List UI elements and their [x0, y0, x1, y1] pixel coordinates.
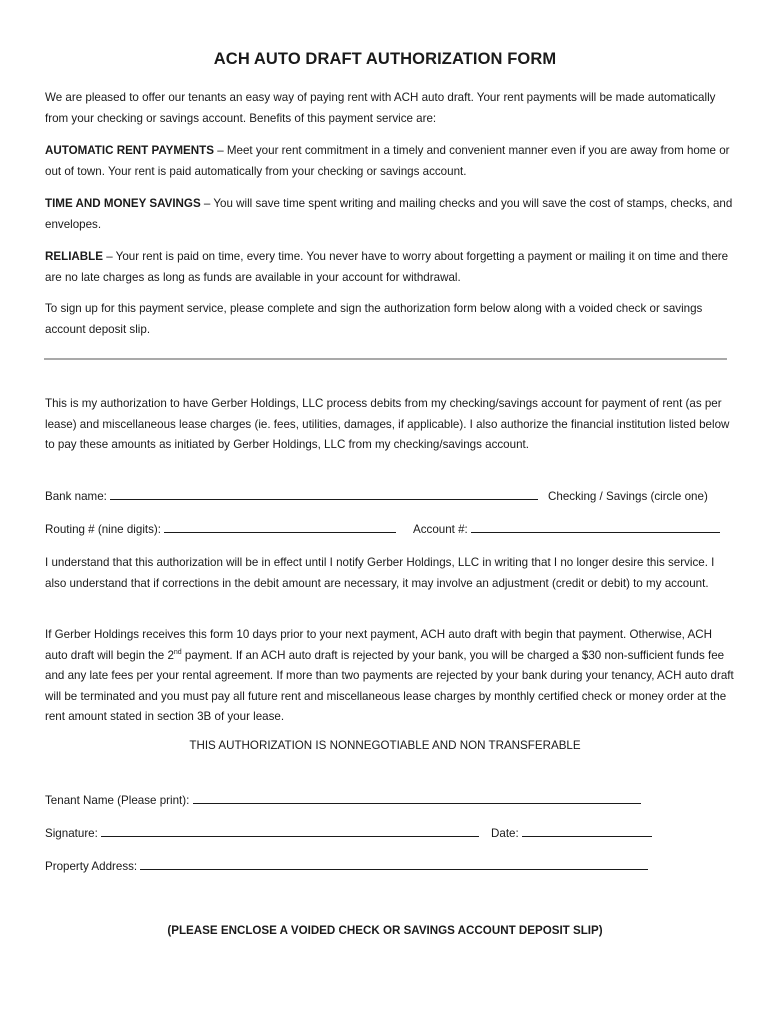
- bank-name-label: Bank name:: [45, 490, 107, 503]
- ordinal-suffix: nd: [173, 648, 182, 656]
- enclose-notice: (PLEASE ENCLOSE A VOIDED CHECK OR SAVINGS ACCOUNT DEPOSIT SLIP): [167, 924, 603, 937]
- signature-field[interactable]: [101, 826, 479, 837]
- benefit-heading: RELIABLE: [45, 250, 103, 263]
- property-address-row: [45, 857, 648, 877]
- authorization-paragraph: This is my authorization to have Gerber Holdings, LLC process debits from my checking/savings account for payment of rent (as per lease) and miscellaneous lease charges (ie. fees, utilities, damages, if applicable). I also authorize the financial institution listed below to pay these amounts as initiated by Gerber Holdings, LLC from my checking/savings account.: [45, 397, 730, 451]
- routing-label: Routing # (nine digits):: [45, 523, 161, 536]
- benefit-text: – You will save time spent writing and mailing checks and you will save the cost of stamps, checks, and envelopes.: [45, 197, 733, 231]
- benefit-heading: TIME AND MONEY SAVINGS: [45, 197, 201, 210]
- benefit-savings: [45, 194, 735, 235]
- signature-label: Signature:: [45, 827, 98, 840]
- property-address-field[interactable]: [140, 859, 648, 870]
- routing-field[interactable]: [164, 522, 396, 533]
- understand-paragraph: I understand that this authorization will be in effect until I notify Gerber Holdings, LLC in writing that I no longer desire this service. I also understand that if corrections in the debit amount are necessary, it may involve an adjustment (credit or debit) to my account.: [45, 556, 715, 590]
- intro-paragraph: We are pleased to offer our tenants an easy way of paying rent with ACH auto draft. Your rent payments will be made automatically from your checking or savings account. Benefits of this payment service are:: [45, 91, 716, 125]
- account-row: [413, 520, 720, 540]
- receipt-text: If Gerber Holdings receives this form 10 days prior to your next payment, ACH auto draft with begin that payment. Otherwise, ACH auto draft will begin the 2: [45, 628, 712, 662]
- benefit-reliable: [45, 247, 735, 288]
- benefit-heading: AUTOMATIC RENT PAYMENTS: [45, 144, 214, 157]
- tenant-name-field[interactable]: [193, 793, 641, 804]
- signup-paragraph: To sign up for this payment service, please complete and sign the authorization form below along with a voided check or savings account deposit slip.: [45, 302, 703, 336]
- account-type-label: Checking / Savings (circle one): [548, 490, 708, 503]
- receipt-text: payment. If an ACH auto draft is rejected by your bank, you will be charged a $30 non-sufficient funds fee and any late fees per your rental agreement. If more than two payments are rejected by your bank during your tenancy, ACH auto draft will be terminated and you must pay all future rent and miscellaneous lease charges by monthly certified check or money order at the rent amount stated in section 3B of your lease.: [45, 648, 734, 723]
- tenant-name-row: [45, 791, 641, 811]
- date-field[interactable]: [522, 826, 652, 837]
- account-field[interactable]: [471, 522, 720, 533]
- nonnegotiable-notice: THIS AUTHORIZATION IS NONNEGOTIABLE AND NON TRANSFERABLE: [189, 739, 581, 752]
- bank-name-row: [45, 487, 538, 507]
- account-label: Account #:: [413, 523, 468, 536]
- date-label: Date:: [491, 827, 519, 840]
- tenant-name-label: Tenant Name (Please print):: [45, 794, 190, 807]
- form-title: ACH AUTO DRAFT AUTHORIZATION FORM: [213, 50, 557, 68]
- benefit-automatic: [45, 141, 735, 182]
- section-divider: [44, 358, 727, 360]
- bank-name-field[interactable]: [110, 489, 538, 500]
- signature-row: [45, 824, 479, 844]
- benefit-text: – Meet your rent commitment in a timely and convenient manner even if you are away from home or out of town. Your rent is paid automatically from your checking or savings account.: [45, 144, 730, 178]
- date-row: [491, 824, 652, 844]
- receipt-paragraph: [45, 625, 735, 728]
- benefit-text: – Your rent is paid on time, every time. You never have to worry about forgetting a payment or mailing it on time and there are no late charges as long as funds are available in your account for withdrawal.: [45, 250, 729, 284]
- routing-row: [45, 520, 396, 540]
- property-address-label: Property Address:: [45, 860, 138, 873]
